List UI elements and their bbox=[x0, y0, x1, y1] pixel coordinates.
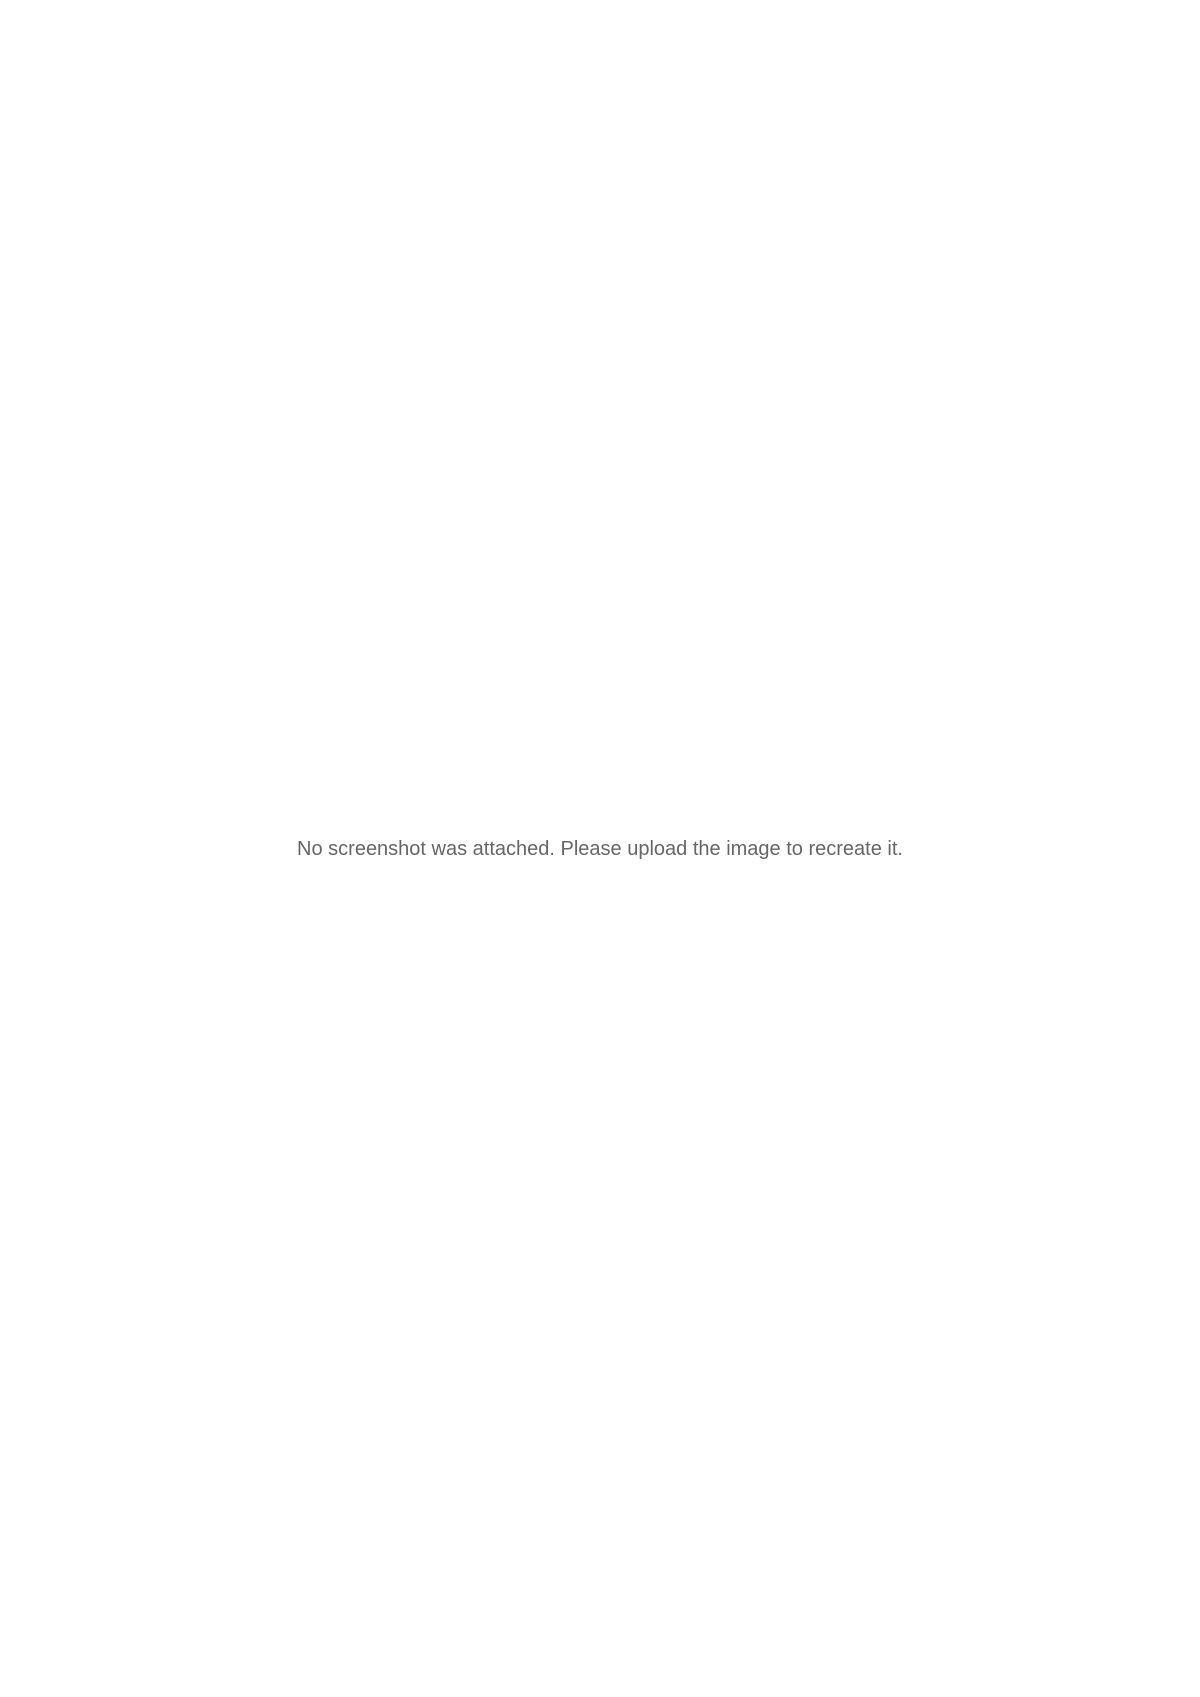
missing-image-notice: No screenshot was attached. Please upload the image to recreate it. bbox=[297, 837, 903, 860]
